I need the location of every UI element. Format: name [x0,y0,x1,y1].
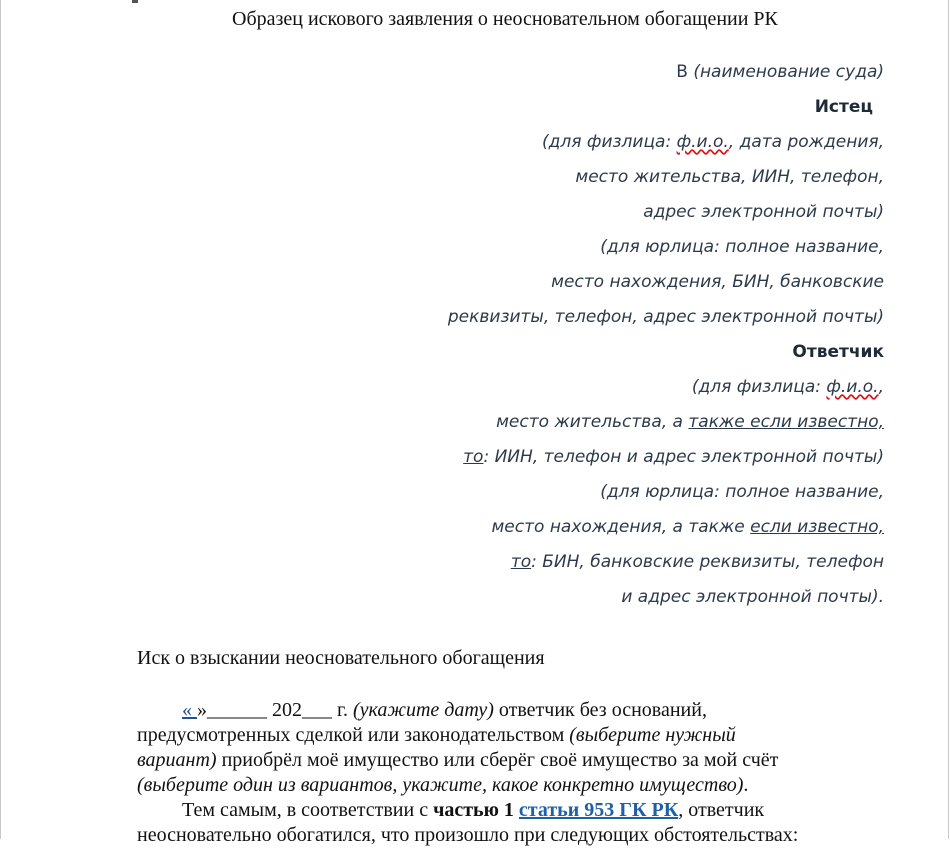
paragraph-2-line-1 [137,798,877,823]
defendant-legal-line-4: и адрес электронной почты). [621,587,884,607]
defendant-physical-line-2 [380,408,884,443]
text-run: . [743,774,749,796]
plaintiff-physical-line-1 [380,128,884,163]
plaintiff-legal-line-2: место нахождения, БИН, банковские [551,272,884,292]
text-run: приобрёл моё имущество или сберёг своё имущество за мой счёт [216,749,779,771]
claim-title: Иск о взыскании неосновательного обогащения [137,647,545,669]
law-article-link[interactable]: статьи 953 ГК РК [518,799,679,821]
variant-hint: (выберите один из вариантов, укажите, какое конкретно имущество) [137,774,744,796]
date-field: »______ 202___ г. [197,699,353,721]
text-run: предусмотренных сделкой или законодательством [137,724,570,746]
spellcheck-word[interactable]: ф.и.о. [826,377,879,397]
paragraph-2-line-2: неосновательно обогатился, что произошло при следующих обстоятельствах: [137,824,799,846]
document-title: Образец искового заявления о неосновательном обогащении РК [232,8,778,30]
text-run: , ответчик [678,799,765,821]
defendant-legal-line-3 [380,548,884,583]
spellcheck-word[interactable]: ф.и.о. [676,132,729,152]
text-run: (для физлица: [691,377,827,397]
text-run: место жительства, а [496,412,689,432]
bold-text: частью 1 [433,799,514,821]
underlined-text: то [510,552,532,572]
defendant-legal-line-2 [380,513,884,548]
text-run: место нахождения, а также [491,517,751,537]
paragraph-1-line-2 [137,723,877,748]
text-boundary-mark [132,0,138,3]
plaintiff-legal-line-1: (для юрлица: полное название, [600,237,884,257]
paragraph-1-line-4 [137,773,877,798]
defendant-label: Ответчик [792,342,884,362]
court-line [380,58,884,93]
text-run: (для физлица: [542,132,677,152]
text-run: Тем самым, в соответствии с [182,799,434,821]
option-hint: вариант) [137,749,217,771]
underlined-text: то [463,447,484,467]
paragraph-1-line-3 [137,748,877,773]
paragraph-1-line-1 [137,698,877,723]
defendant-physical-line-1 [380,373,884,408]
defendant-physical-line-3 [380,443,884,478]
underlined-text: также если известно, [688,412,884,432]
plaintiff-physical-line-3: адрес электронной почты) [643,202,884,222]
underlined-text: если известно, [750,517,884,537]
court-prefix: В [676,62,694,82]
page-edge-right [948,0,949,839]
claim-header [380,58,884,618]
court-hint: (наименование суда) [693,62,884,82]
plaintiff-physical-line-2: место жительства, ИИН, телефон, [575,167,884,187]
claim-body [137,698,877,848]
text-run: : ИИН, телефон и адрес электронной почты) [483,447,884,467]
text-run: , [878,377,884,397]
plaintiff-legal-line-3: реквизиты, телефон, адрес электронной почты) [447,307,884,327]
text-run: ответчик без оснований, [493,699,707,721]
defendant-legal-line-1: (для юрлица: полное название, [600,482,884,502]
text-run: , дата рождения, [728,132,884,152]
plaintiff-label: Истец [814,97,873,117]
option-hint: (выберите нужный [569,724,736,746]
text-run: : БИН, банковские реквизиты, телефон [531,552,884,572]
date-hint: (укажите дату) [352,699,494,721]
date-quote-link[interactable]: « [182,699,197,721]
page-edge-left [0,0,1,839]
